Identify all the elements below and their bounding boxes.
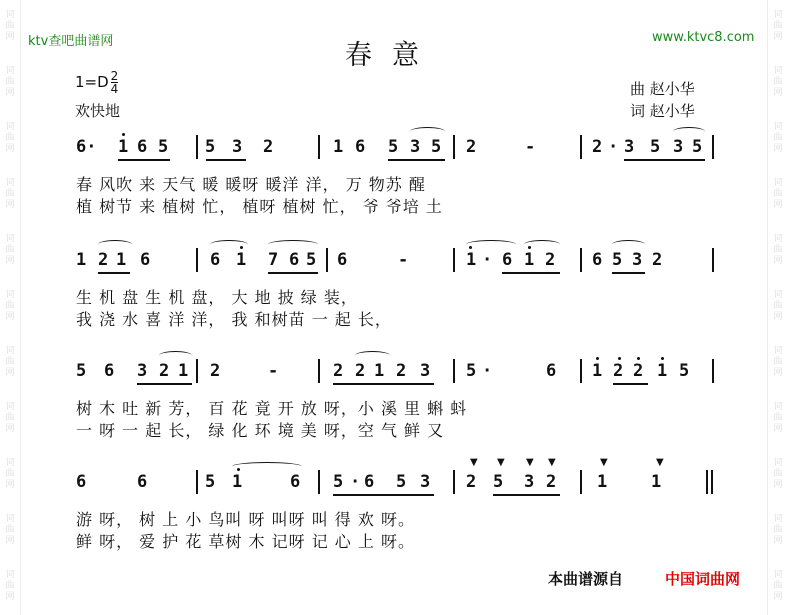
note-number: - (398, 250, 409, 270)
barline (196, 470, 198, 494)
barline (712, 359, 714, 383)
duration-underline (333, 383, 434, 385)
note-number: 5 (388, 137, 399, 157)
note-number: 3 (524, 472, 535, 492)
octave-dot (237, 468, 240, 471)
song-title: 春意 (345, 40, 439, 71)
lyric-line-2: 一 呀 一 起 长， 绿 化 环 境 美 呀，空 气 鲜 又 (76, 421, 445, 440)
note-number: 5 (205, 472, 216, 492)
note-number: 5 (205, 137, 216, 157)
barline (318, 359, 320, 383)
note-number: 5 (679, 361, 690, 381)
slur-mark (612, 240, 645, 249)
duration-underline (333, 494, 434, 496)
side-watermark: 词曲网 (5, 66, 15, 98)
site-url-right: www.ktvc8.com (652, 30, 755, 45)
barline (453, 359, 455, 383)
note-number: 2 (98, 250, 109, 270)
duration-underline (388, 159, 445, 161)
side-watermark: 词曲网 (5, 234, 15, 266)
side-watermark: 词曲网 (773, 346, 783, 378)
note-number: 2 (545, 250, 556, 270)
barline (318, 470, 320, 494)
lyricist-credit: 词 赵小华 (630, 102, 695, 120)
duration-underline (98, 272, 130, 274)
slur-mark (355, 351, 390, 360)
source-site: 中国词曲网 (665, 570, 741, 588)
note-number: 6 (337, 250, 348, 270)
side-watermark: 词曲网 (773, 234, 783, 266)
accent-mark: ▼ (470, 457, 478, 468)
lyric-line-2: 我 浇 水 喜 洋 洋， 我 和树苗 一 起 长， (76, 310, 392, 329)
note-number: 5 (466, 361, 477, 381)
side-watermark: 词曲网 (773, 290, 783, 322)
duration-underline (613, 383, 648, 385)
note-number: 6 (355, 137, 366, 157)
note-number: 1 (232, 472, 243, 492)
duration-underline (206, 159, 246, 161)
note-number: 2 (159, 361, 170, 381)
duration-underline (493, 494, 560, 496)
duration-underline (502, 272, 560, 274)
octave-dot (469, 246, 472, 249)
note-number: 6 (592, 250, 603, 270)
note-number: 6 (137, 472, 148, 492)
barline (453, 135, 455, 159)
barline (326, 248, 328, 272)
note-number: 2 (355, 361, 366, 381)
note-number: - (525, 137, 536, 157)
side-watermark: 词曲网 (5, 346, 15, 378)
duration-underline (118, 159, 170, 161)
barline (712, 248, 714, 272)
accent-mark: ▼ (497, 457, 505, 468)
note-number: 5 (612, 250, 623, 270)
note-number: 2 (396, 361, 407, 381)
side-watermark: 词曲网 (773, 122, 783, 154)
slur-mark (268, 240, 318, 249)
note-number: 5 (306, 250, 317, 270)
octave-dot (596, 357, 599, 360)
note-number: 1 (236, 250, 247, 270)
note-number: 1 (524, 250, 535, 270)
note-number: 5 (650, 137, 661, 157)
barline (712, 135, 714, 159)
duration-underline (612, 272, 645, 274)
note-number: 1 (592, 361, 603, 381)
octave-dot (240, 246, 243, 249)
note-number: 3 (632, 250, 643, 270)
lyric-line-1: 春 风吹 来 天气 暖 暖呀 暖洋 洋， 万 物苏 醒 (76, 175, 426, 194)
note-number: 6 (290, 472, 301, 492)
side-watermark: 词曲网 (773, 178, 783, 210)
note-number: 6 (210, 250, 221, 270)
side-watermark: 词曲网 (5, 10, 15, 42)
side-watermark: 词曲网 (773, 458, 783, 490)
note-number: 6 (140, 250, 151, 270)
note-number: 5 (158, 137, 169, 157)
note-number: 2 (263, 137, 274, 157)
note-number: 6 (364, 472, 375, 492)
note-number: 2 (633, 361, 644, 381)
note-number: 5 (333, 472, 344, 492)
slur-mark (232, 462, 302, 471)
barline (580, 470, 582, 494)
side-watermark: 词曲网 (5, 122, 15, 154)
composer-credit: 曲 赵小华 (630, 80, 695, 98)
side-watermark: 词曲网 (5, 402, 15, 434)
source-label: 本曲谱源自 (548, 570, 624, 588)
note-number: 5 (493, 472, 504, 492)
note-number: 6· (76, 137, 97, 157)
lyric-line-2: 植 树节 来 植树 忙， 植呀 植树 忙， 爷 爷培 土 (76, 197, 443, 216)
octave-dot (122, 133, 125, 136)
site-name-left: ktv查吧曲谱网 (28, 34, 114, 49)
note-number: 6 (546, 361, 557, 381)
slur-mark (466, 240, 516, 249)
note-number: 6 (289, 250, 300, 270)
lyric-line-1: 树 木 吐 新 芳， 百 花 竟 开 放 呀，小 溪 里 蝌 蚪 (76, 399, 468, 418)
lyric-line-1: 生 机 盘 生 机 盘， 大 地 披 绿 装， (76, 288, 358, 307)
note-number: 2 (613, 361, 624, 381)
tempo-marking: 欢快地 (75, 102, 121, 120)
side-watermark: 词曲网 (773, 402, 783, 434)
note-number: 2 (333, 361, 344, 381)
note-number: 3 (410, 137, 421, 157)
time-top: 2 (110, 69, 119, 83)
note-number: 2 (210, 361, 221, 381)
note-number: 3 (137, 361, 148, 381)
barline (580, 248, 582, 272)
note-number: 5 (692, 137, 703, 157)
barline (196, 248, 198, 272)
note-number: · (482, 250, 493, 270)
barline (580, 359, 582, 383)
side-watermark: 词曲网 (5, 514, 15, 546)
note-number: 6 (137, 137, 148, 157)
side-watermark: 词曲网 (5, 458, 15, 490)
duration-underline (624, 159, 705, 161)
octave-dot (637, 357, 640, 360)
barline (706, 470, 708, 494)
side-watermark: 词曲网 (5, 178, 15, 210)
side-watermark: 词曲网 (5, 570, 15, 602)
barline (711, 470, 713, 494)
note-number: - (268, 361, 279, 381)
slur-mark (410, 127, 445, 136)
note-number: · (608, 137, 619, 157)
note-number: 3 (624, 137, 635, 157)
note-number: 5 (431, 137, 442, 157)
note-number: 5 (396, 472, 407, 492)
note-number: 1 (333, 137, 344, 157)
accent-mark: ▼ (526, 457, 534, 468)
lyric-line-2: 鲜 呀， 爱 护 花 草树 木 记呀 记 心 上 呀。 (76, 532, 415, 551)
barline (318, 135, 320, 159)
note-number: 2 (592, 137, 603, 157)
note-number: 6 (76, 472, 87, 492)
note-number: 3 (420, 472, 431, 492)
slur-mark (98, 240, 132, 249)
duration-underline (268, 272, 318, 274)
lyric-line-1: 游 呀， 树 上 小 鸟叫 呀 叫呀 叫 得 欢 呀。 (76, 510, 415, 529)
accent-mark: ▼ (548, 457, 556, 468)
note-number: 1 (657, 361, 668, 381)
note-number: 1 (374, 361, 385, 381)
accent-mark: ▼ (656, 457, 664, 468)
barline (196, 135, 198, 159)
octave-dot (528, 246, 531, 249)
note-number: 1 (651, 472, 662, 492)
note-number: 2 (466, 137, 477, 157)
time-signature (111, 70, 119, 95)
note-number: · (482, 361, 493, 381)
key-signature (75, 70, 118, 95)
side-watermark: 词曲网 (773, 66, 783, 98)
note-number: 3 (673, 137, 684, 157)
note-number: 2 (546, 472, 557, 492)
note-number: 7 (268, 250, 279, 270)
note-number: 1 (76, 250, 87, 270)
accent-mark: ▼ (600, 457, 608, 468)
key-text: 1=D (75, 73, 109, 91)
note-number: 3 (420, 361, 431, 381)
side-watermark: 词曲网 (773, 570, 783, 602)
barline (196, 359, 198, 383)
note-number: 6 (104, 361, 115, 381)
side-watermark: 词曲网 (5, 290, 15, 322)
slur-mark (159, 351, 192, 360)
side-watermark: 词曲网 (773, 10, 783, 42)
octave-dot (661, 357, 664, 360)
note-number: 5 (76, 361, 87, 381)
note-number: 2 (466, 472, 477, 492)
barline (453, 470, 455, 494)
note-number: 1 (466, 250, 477, 270)
note-number: · (350, 472, 361, 492)
note-number: 6 (502, 250, 513, 270)
slur-mark (673, 127, 705, 136)
barline (580, 135, 582, 159)
time-bottom: 4 (110, 82, 119, 96)
note-number: 3 (232, 137, 243, 157)
barline (453, 248, 455, 272)
duration-underline (137, 383, 192, 385)
note-number: 2 (652, 250, 663, 270)
octave-dot (618, 357, 621, 360)
side-watermark: 词曲网 (773, 514, 783, 546)
note-number: 1 (116, 250, 127, 270)
note-number: 1 (597, 472, 608, 492)
note-number: 1 (178, 361, 189, 381)
note-number: 1 (118, 137, 129, 157)
